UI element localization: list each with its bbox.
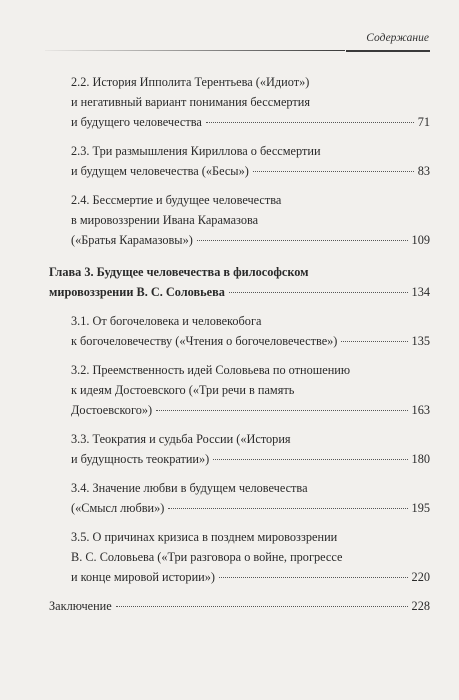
toc-entry-line: и конце мировой истории») [71, 570, 215, 584]
running-title: Содержание [366, 32, 429, 44]
toc-entry-chapter-3[interactable] [49, 262, 430, 302]
page-number: 195 [411, 501, 430, 515]
toc-entry-line: Глава 3. Будущее человечества в философском [49, 265, 309, 279]
toc-entry-2-2[interactable] [49, 72, 430, 132]
dot-leader [253, 171, 414, 172]
dot-leader [156, 410, 407, 411]
toc-entry-line: мировоззрении В. С. Соловьева [49, 285, 225, 299]
page-number: 163 [411, 403, 430, 417]
toc-entry-conclusion[interactable] [49, 596, 430, 616]
page-number: 180 [411, 452, 430, 466]
toc-entry-2-3[interactable] [49, 141, 430, 181]
dot-leader [206, 122, 414, 123]
toc-entry-3-3[interactable] [49, 429, 430, 469]
page-number: 83 [417, 164, 430, 178]
dot-leader [116, 606, 408, 607]
header-rule [45, 50, 345, 51]
toc-entry-line: к богочеловечеству («Чтения о богочеловечестве») [71, 334, 338, 348]
page-number: 228 [411, 599, 430, 613]
dot-leader [341, 341, 407, 342]
page-number: 220 [411, 570, 430, 584]
toc-entry-line: 2.2. История Ипполита Терентьева («Идиот») [71, 75, 310, 89]
page-number: 109 [411, 233, 430, 247]
table-of-contents [49, 72, 430, 625]
page-number: 71 [417, 115, 430, 129]
toc-entry-3-4[interactable] [49, 478, 430, 518]
page-number: 134 [411, 285, 430, 299]
toc-entry-line: 3.3. Теократия и судьба России («История [71, 432, 291, 446]
toc-entry-3-2[interactable] [49, 360, 430, 420]
dot-leader [219, 577, 408, 578]
toc-entry-line: и негативный вариант понимания бессмертия [71, 95, 311, 109]
dot-leader [168, 508, 407, 509]
header-rule-accent [346, 50, 430, 52]
dot-leader [213, 459, 407, 460]
dot-leader [197, 240, 408, 241]
toc-entry-line: и будущность теократии») [71, 452, 210, 466]
toc-entry-line: и будущем человечества («Бесы») [71, 164, 249, 178]
dot-leader [229, 292, 408, 293]
toc-entry-line: Достоевского») [71, 403, 153, 417]
toc-entry-line: 3.4. Значение любви в будущем человечества [71, 481, 308, 495]
toc-entry-3-5[interactable] [49, 527, 430, 587]
toc-entry-line: Заключение [49, 599, 112, 613]
page-number: 135 [411, 334, 430, 348]
toc-entry-line: («Смысл любви») [71, 501, 165, 515]
toc-entry-line: В. С. Соловьева («Три разговора о войне, прогрессе [71, 550, 343, 564]
toc-entry-line: 3.1. От богочеловека и человекобога [71, 314, 262, 328]
toc-entry-line: и будущего человечества [71, 115, 202, 129]
toc-entry-line: к идеям Достоевского («Три речи в память [71, 383, 295, 397]
toc-entry-2-4[interactable] [49, 190, 430, 250]
toc-entry-line: («Братья Карамазовы») [71, 233, 193, 247]
toc-entry-line: 3.5. О причинах кризиса в позднем мировоззрении [71, 530, 338, 544]
toc-entry-line: 2.3. Три размышления Кириллова о бессмертии [71, 144, 321, 158]
toc-entry-line: 3.2. Преемственность идей Соловьева по отношению [71, 363, 351, 377]
toc-entry-line: 2.4. Бессмертие и будущее человечества [71, 193, 282, 207]
toc-entry-line: в мировоззрении Ивана Карамазова [71, 213, 259, 227]
toc-entry-3-1[interactable] [49, 311, 430, 351]
